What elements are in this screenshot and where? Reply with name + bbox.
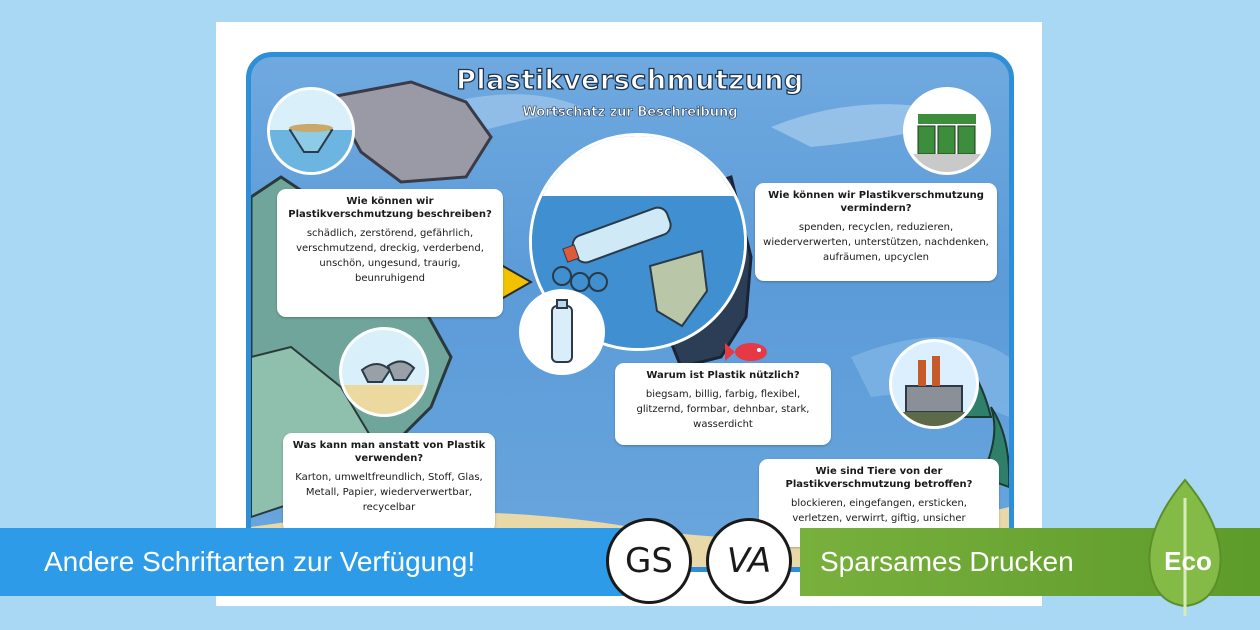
describe-answer: schädlich, zerstörend, gefährlich, verschmutzend, dreckig, verderbend, unschön, ungesund, traurig, beunruhigend	[296, 228, 484, 284]
useful-answer: biegsam, billig, farbig, flexibel, glitzernd, formbar, dehnbar, stark, wasserdicht	[636, 389, 810, 430]
birds-on-beach-icon	[339, 327, 429, 417]
animals-question: Wie sind Tiere von der Plastikverschmutzung betroffen?	[785, 466, 973, 490]
fonts-available-banner: Andere Schriftarten zur Verfügung!	[0, 528, 640, 596]
alternatives-card	[283, 433, 495, 533]
plastic-bag-in-sea-icon	[267, 87, 355, 175]
alternatives-question: Was kann man anstatt von Plastik verwenden?	[292, 440, 486, 464]
poster	[246, 52, 1014, 572]
animals-answer: blockieren, eingefangen, ersticken, verletzen, verwirrt, giftig, unsicher	[791, 498, 967, 524]
useful-question: Warum ist Plastik nützlich?	[646, 370, 800, 381]
describe-card	[277, 189, 503, 317]
poster-subtitle: Wortschatz zur Beschreibung	[522, 105, 738, 120]
eco-label: Eco	[1164, 546, 1212, 576]
reduce-card	[755, 183, 997, 281]
plastic-bottle-icon	[519, 289, 605, 375]
va-font-badge: VA	[706, 518, 792, 604]
factory-icon	[889, 339, 979, 429]
recycling-bins-icon	[903, 87, 991, 175]
useful-card	[615, 363, 831, 445]
poster-title: Plastikverschmutzung	[456, 65, 804, 96]
alternatives-answer: Karton, umweltfreundlich, Stoff, Glas, Metall, Papier, wiederverwertbar, recycelbar	[295, 472, 483, 513]
eco-print-banner: Sparsames Drucken	[800, 528, 1260, 596]
describe-question: Wie können wir Plastikverschmutzung beschreiben?	[288, 196, 492, 220]
reduce-answer: spenden, recyclen, reduzieren, wiederverwerten, unterstützen, nachdenken, aufräumen, upcyclen	[763, 222, 989, 263]
gs-font-badge: GS	[606, 518, 692, 604]
fish-icon	[725, 343, 767, 361]
reduce-question: Wie können wir Plastikverschmutzung vermindern?	[768, 190, 984, 214]
